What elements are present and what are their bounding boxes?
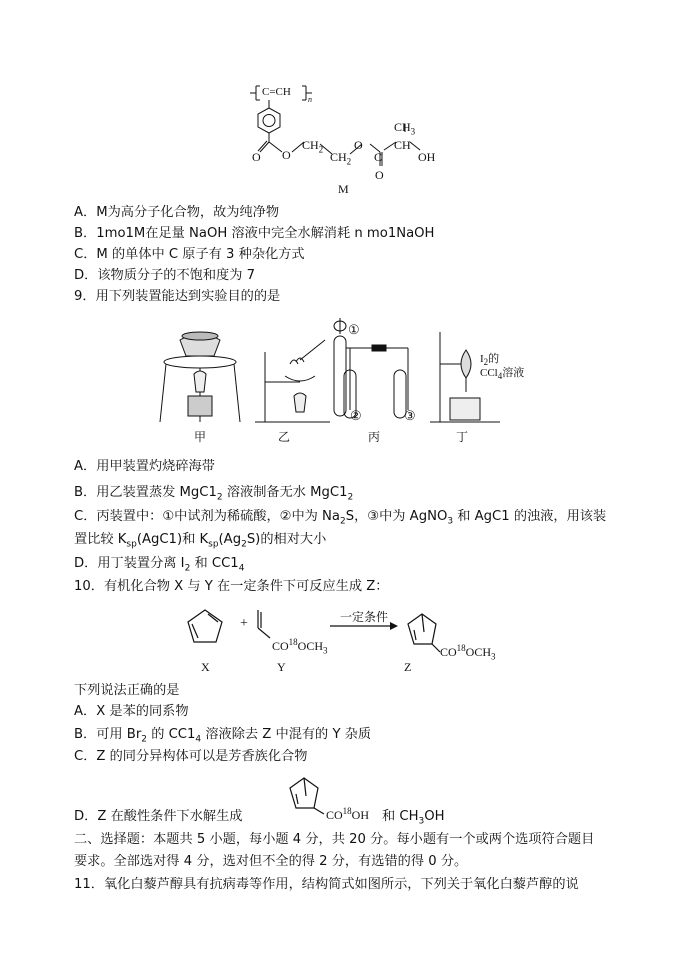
q9-stem: 9．用下列装置能达到实验目的的是: [74, 289, 281, 304]
molecule-z: [408, 614, 440, 652]
apparatus-bing: [334, 318, 408, 418]
carbonyl-o: O: [375, 168, 384, 182]
option-d-acid-group: CO$^{18}$OH: [326, 806, 370, 822]
subscript-n: n: [308, 95, 312, 104]
label-bing: 丙: [368, 430, 381, 444]
figure-m-label: M: [338, 182, 349, 196]
q9-option-a: A．用甲装置灼烧碎海带: [74, 459, 215, 474]
q10-option-d: D．Z 在酸性条件下水解生成: [74, 809, 243, 824]
z-ester-group: $CO^{18}OCH_3$: [440, 643, 496, 662]
label-ding: 丁: [456, 430, 469, 444]
circle-2: ②: [350, 408, 362, 423]
q8-option-b: B．1mo1M在足量 NaOH 溶液中完全水解消耗 n mo1NaOH: [74, 226, 435, 241]
hydroxyl-group: OH: [418, 150, 436, 164]
y-ester-group: $CO^{18}OCH_3$: [272, 637, 328, 656]
q9-option-c-line1: C．丙装置中：①中试剂为稀硫酸，②中为 $Na_2S$，③中为 AgNO$_3$ 和 AgC1 的浊液，用该装: [74, 509, 607, 527]
carbonyl-c: C: [374, 150, 383, 164]
ch2-a: $CH_2$: [302, 138, 324, 155]
circle-3: ③: [404, 408, 416, 423]
methyl-group: $CH_3$: [394, 120, 416, 137]
molecule-y: [258, 610, 270, 638]
q11-line1: 11．氧化白藜芦醇具有抗病毒等作用，结构简式如图所示，下列关于氧化白藜芦醇的说: [74, 877, 579, 892]
label-yi: 乙: [278, 430, 291, 444]
q10-stem: 10．有机化合物 X 与 Y 在一定条件下可反应生成 Z：: [74, 579, 389, 594]
label-jia: 甲: [194, 430, 207, 444]
ding-reagent-label-2: CCl$_4$溶液: [480, 367, 525, 382]
ch-group: CH: [394, 138, 411, 152]
q8-option-d: D．该物质分子的不饱和度为 7: [74, 268, 255, 283]
reaction-condition: 一定条件: [340, 610, 389, 624]
q10-prompt: 下列说法正确的是: [74, 683, 180, 698]
label-x: X: [201, 660, 210, 674]
q9-option-c-line2: 置比较 $K_{sp}(AgC1)$和 $K_{sp}(Ag_2S)$的相对大小: [74, 532, 327, 550]
q9-option-b: B．用乙装置蒸发 $MgC1_2$ 溶液制备无水 $MgC1_2$: [74, 485, 354, 503]
ding-reagent-label-1: $I_2$的: [480, 353, 500, 368]
q9-apparatus-figure: [150, 312, 530, 442]
q10-option-d-methanol: 和 $CH_3OH$: [382, 809, 445, 827]
molecule-x: [188, 610, 222, 642]
q9-option-d: D．用丁装置分离 $I_2$ 和 $CC1_4$: [74, 556, 245, 574]
ester-oxygen-2: O: [354, 138, 363, 152]
section2-line1: 二、选择题：本题共 5 小题，每小题 4 分，共 20 分。每小题有一个或两个选项符合题目: [74, 832, 595, 847]
circle-1: ①: [348, 322, 360, 337]
q10-option-b: B．可用 $Br_2$ 的 $CC1_4$ 溶液除去 Z 中混有的 Y 杂质: [74, 727, 372, 745]
label-z: Z: [404, 660, 412, 674]
apparatus-yi: [255, 340, 330, 422]
plus-sign: +: [240, 616, 248, 631]
ester-carbonyl-o: O: [252, 150, 261, 164]
q10-option-a: A．X 是苯的同系物: [74, 704, 189, 719]
repeat-unit-text: C=CH: [262, 86, 291, 98]
q10-option-c: C．Z 的同分异构体可以是芳香族化合物: [74, 749, 308, 764]
q8-option-a: A．M为高分子化合物，故为纯净物: [74, 205, 280, 220]
q8-option-c: C．M 的单体中 C 原子有 3 种杂化方式: [74, 247, 305, 262]
label-y: Y: [277, 660, 286, 674]
ch2-b: $CH_2$: [330, 150, 352, 167]
section2-line2: 要求。全部选对得 4 分，选对但不全的得 2 分，有选错的得 0 分。: [74, 854, 468, 869]
ester-oxygen: O: [282, 148, 291, 162]
apparatus-jia: [160, 332, 240, 422]
